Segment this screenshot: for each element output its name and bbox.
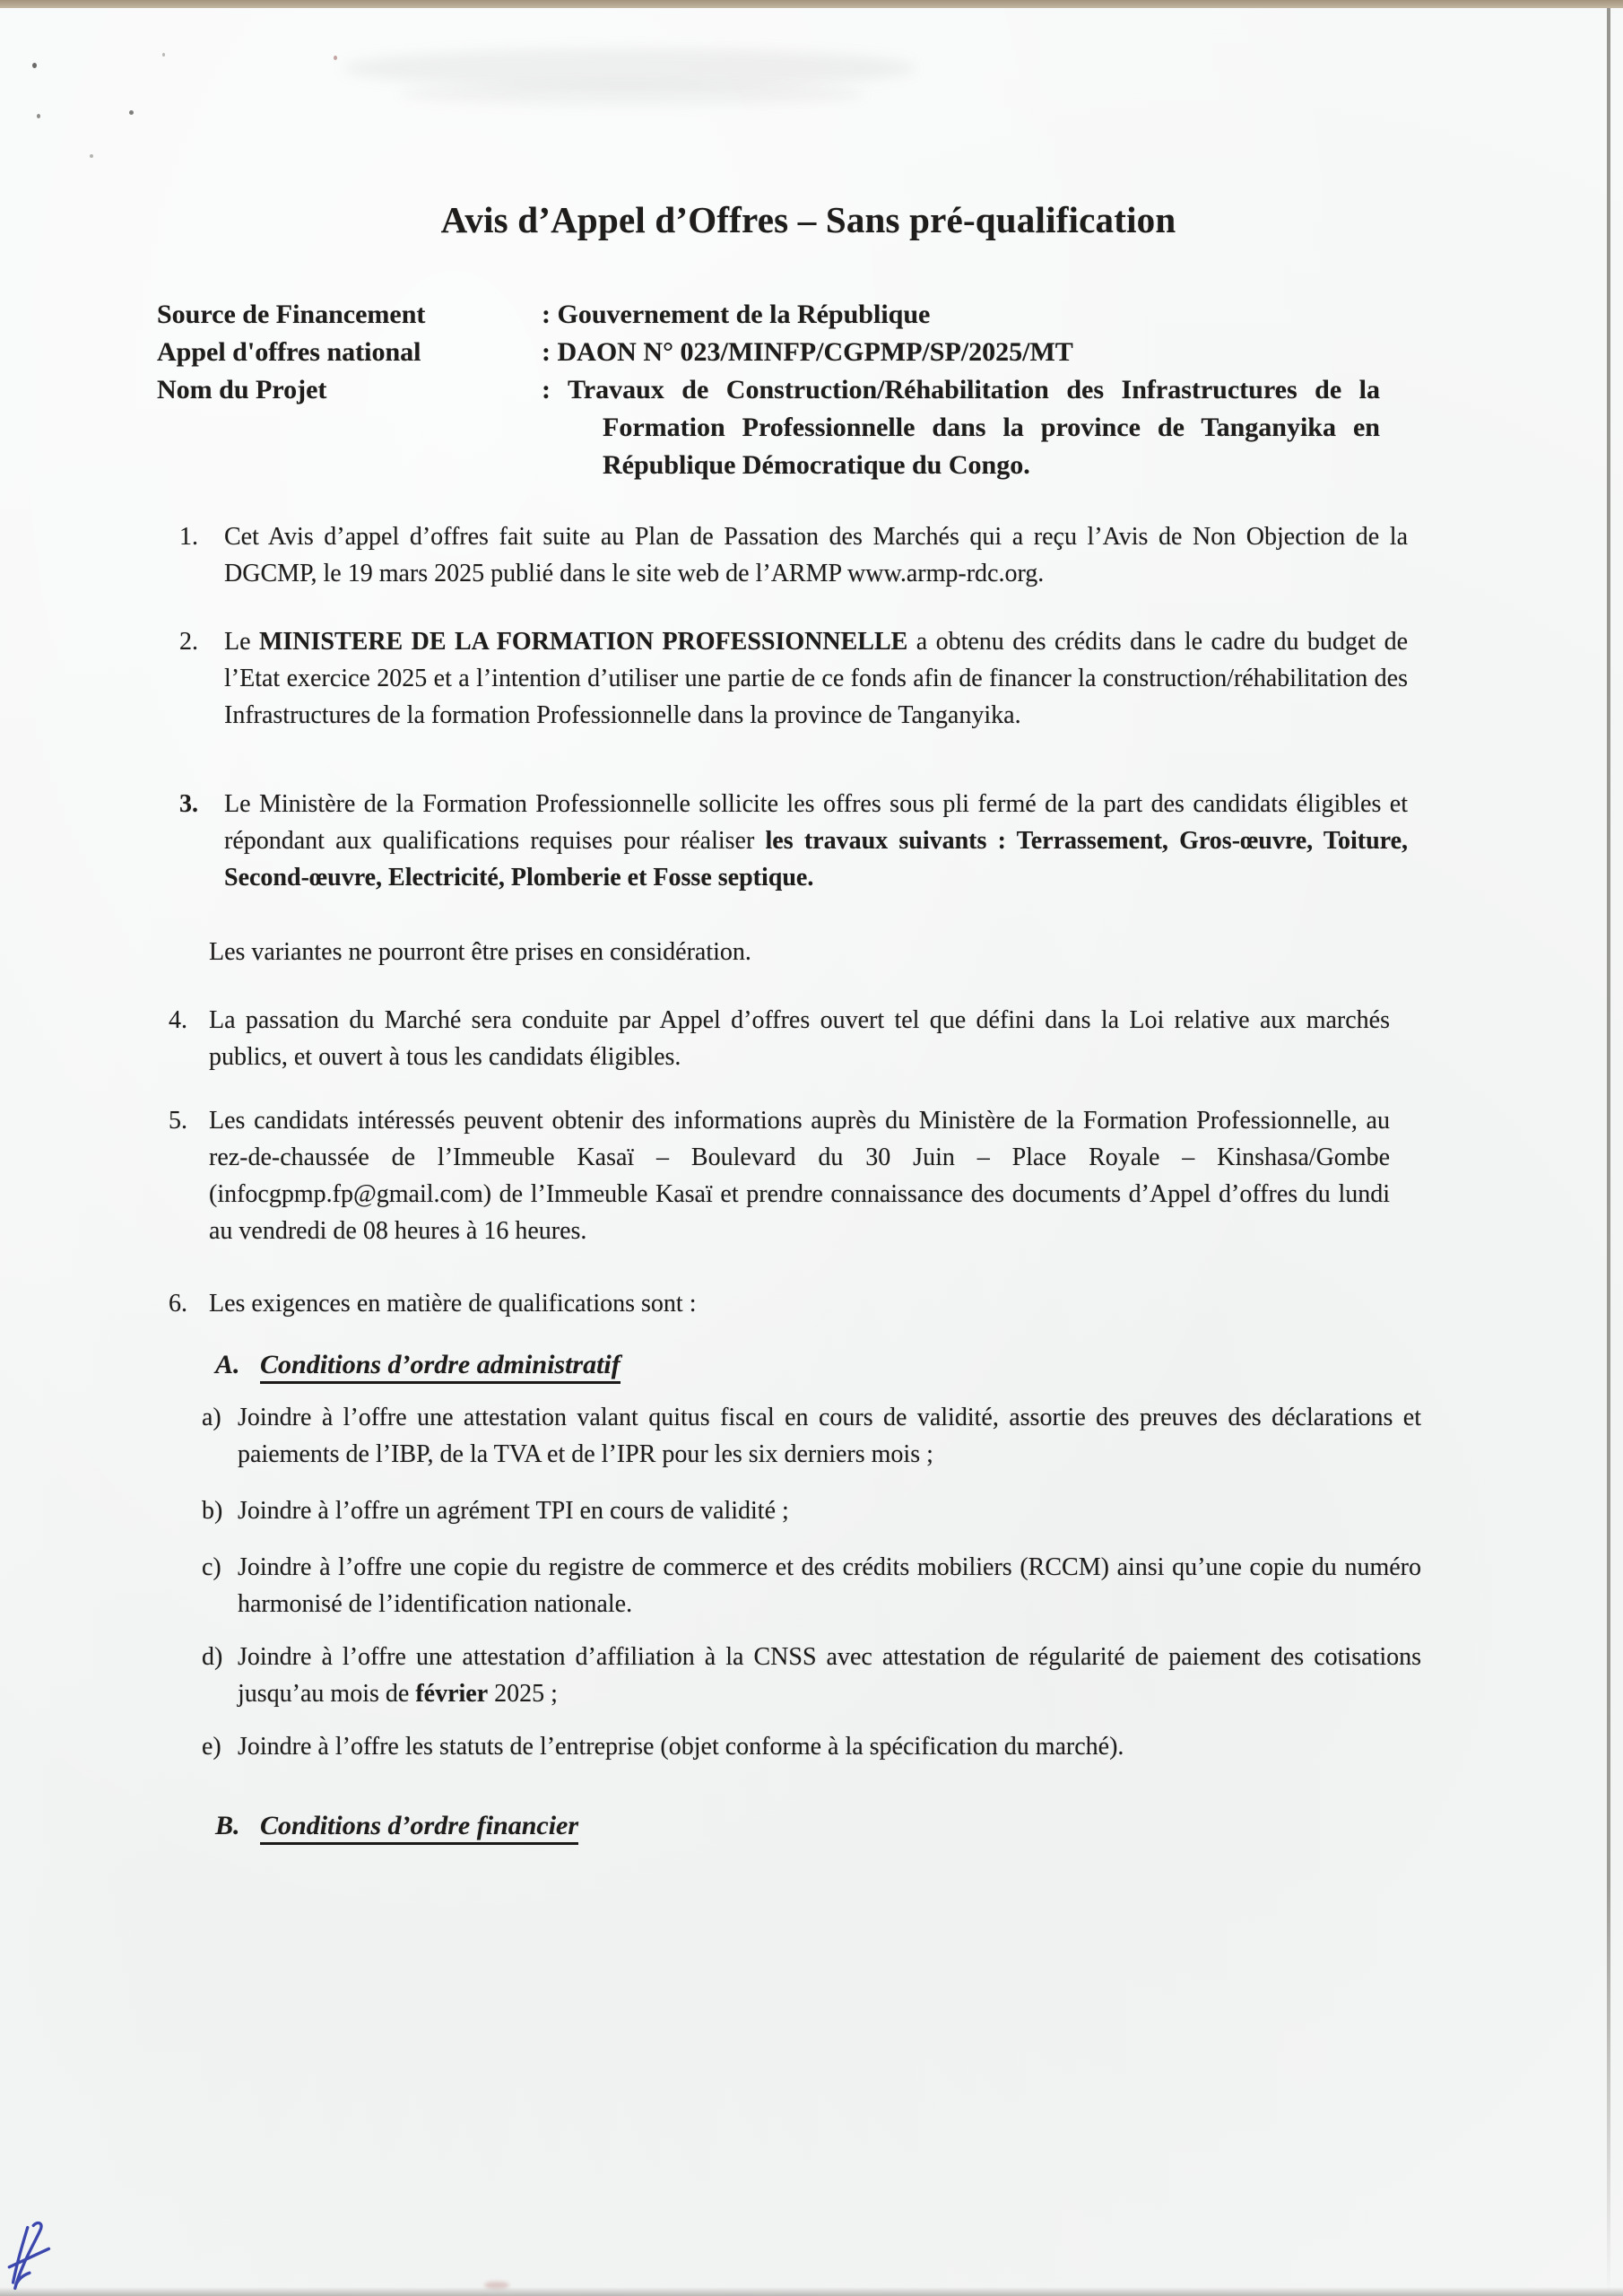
item-text: Joindre à l’offre un agrément TPI en cours de validité ; xyxy=(238,1497,789,1525)
paragraph-2 xyxy=(179,623,1408,734)
item-text: Joindre à l’offre une copie du registre de commerce et des crédits mobiliers (RCCM) ainsi qu’une copie du numéro harmonisé de l’identification nationale. xyxy=(238,1553,1421,1618)
header-row-tender-number xyxy=(157,334,1408,371)
paragraph-text: Le Ministère de la Formation Professionnelle sollicite les offres sous pli fermé de la part des candidats éligibles et répondant aux qualifications requises pour réaliser les travaux suivants : Terrassement, Gros-œuvre, Toiture, Second-œuvre, Electricité, Plomberie et Fosse septique. xyxy=(224,790,1409,891)
item-marker: d) xyxy=(202,1643,223,1671)
paragraph-number: 6. xyxy=(169,1290,187,1318)
paragraph-text: Les exigences en matière de qualifications sont : xyxy=(209,1290,697,1318)
section-title: Conditions d’ordre administratif xyxy=(260,1350,621,1384)
signature-initials xyxy=(5,2221,56,2294)
scan-top-edge xyxy=(0,0,1623,8)
scan-speck xyxy=(162,53,165,57)
section-title: Conditions d’ordre financier xyxy=(260,1811,578,1845)
paragraph-3 xyxy=(179,786,1408,896)
paragraph-text: Le MINISTERE DE LA FORMATION PROFESSIONNELLE a obtenu des crédits dans le cadre du budget de l’Etat exercice 2025 et a l’intention d’utiliser une partie de ce fonds afin de financer la construction/réhabilitation des Infrastructures de la formation Professionnelle dans la province de Tanganyika. xyxy=(224,628,1409,729)
scan-speck xyxy=(334,56,337,60)
variants-note: Les variantes ne pourront être prises en considération. xyxy=(209,938,751,966)
field-value: : Travaux de Construction/Réhabilitation des Infrastructures de la Formation Professionnelle dans la province de Tanganyika en République Démocratique du Congo. xyxy=(542,375,1380,480)
scan-bottom-edge xyxy=(0,2287,1623,2296)
paragraph-6 xyxy=(169,1285,1390,1322)
header-block xyxy=(157,296,1408,484)
paragraph-number: 1. xyxy=(179,523,198,551)
item-marker: b) xyxy=(202,1497,223,1525)
section-letter: A. xyxy=(215,1350,240,1379)
bold-ministry-name: MINISTERE DE LA FORMATION PROFESSIONNELLE xyxy=(258,628,908,656)
paragraph-1 xyxy=(179,518,1408,592)
field-value: : Gouvernement de la République xyxy=(542,300,931,329)
paragraph-number: 4. xyxy=(169,1006,187,1034)
condition-item-d xyxy=(202,1639,1421,1712)
condition-item-a xyxy=(202,1399,1421,1473)
scan-bleed-through xyxy=(399,83,865,106)
item-text: Joindre à l’offre les statuts de l’entreprise (objet conforme à la spécification du marché). xyxy=(238,1733,1124,1761)
condition-item-b xyxy=(202,1492,1421,1529)
field-label: Appel d'offres national xyxy=(157,337,421,367)
paragraph-text: Les candidats intéressés peuvent obtenir des informations auprès du Ministère de la Formation Professionnelle, au rez-de-chaussée de l’Immeuble Kasaï – Boulevard du 30 Juin – Place Royale – Kinshasa/Gombe (infocgpmp.fp@gmail.com) de l’Immeuble Kasaï et prendre connaissance des documents d’Appel d’offres du lundi au vendredi de 08 heures à 16 heures. xyxy=(209,1107,1390,1245)
field-label: Nom du Projet xyxy=(157,375,327,404)
item-marker: e) xyxy=(202,1733,221,1761)
section-letter: B. xyxy=(215,1811,240,1840)
item-text: Joindre à l’offre une attestation d’affiliation à la CNSS avec attestation de régularité de paiement des cotisations jusqu’au mois de février 2025 ; xyxy=(238,1643,1421,1708)
header-row-financing xyxy=(157,296,1408,334)
pen-paraph-icon xyxy=(5,2221,56,2294)
scan-speck xyxy=(90,154,93,158)
header-row-project-name xyxy=(157,371,1408,484)
item-marker: a) xyxy=(202,1404,221,1431)
item-text: Joindre à l’offre une attestation valant quitus fiscal en cours de validité, assortie des preuves des déclarations et paiements de l’IBP, de la TVA et de l’IPR pour les six derniers mois ; xyxy=(238,1404,1421,1468)
scan-speck xyxy=(129,110,134,115)
field-value: : DAON N° 023/MINFP/CGPMP/SP/2025/MT xyxy=(542,337,1073,367)
section-b-heading xyxy=(215,1806,1408,1845)
paragraph-5 xyxy=(169,1102,1390,1249)
paragraph-text: La passation du Marché sera conduite par Appel d’offres ouvert tel que défini dans la Loi relative aux marchés publics, et ouvert à tous les candidats éligibles. xyxy=(209,1006,1390,1071)
item-marker: c) xyxy=(202,1553,221,1581)
document-title: Avis d’Appel d’Offres – Sans pré-qualification xyxy=(440,199,1176,240)
condition-item-e xyxy=(202,1728,1421,1765)
section-a-heading xyxy=(215,1345,1408,1384)
numbered-paragraphs xyxy=(157,518,1421,1845)
bold-month: février xyxy=(415,1680,489,1708)
field-label: Source de Financement xyxy=(157,300,426,329)
paragraph-number: 2. xyxy=(179,628,198,656)
scan-speck xyxy=(37,114,40,118)
scan-speck xyxy=(32,63,37,68)
paragraph-text: Cet Avis d’appel d’offres fait suite au Plan de Passation des Marchés qui a reçu l’Avis de Non Objection de la DGCMP, le 19 mars 2025 publié dans le site web de l’ARMP www.armp-rdc.org. xyxy=(224,523,1408,587)
bold-works-list: les travaux suivants : Terrassement, Gros-œuvre, Toiture, Second-œuvre, Electricité, Plomberie et Fosse septique. xyxy=(224,827,1409,891)
document-content xyxy=(0,197,1623,1845)
paragraph-number: 5. xyxy=(169,1107,187,1135)
paragraph-4 xyxy=(169,1002,1390,1075)
condition-item-c xyxy=(202,1549,1421,1622)
paragraph-number: 3. xyxy=(179,790,198,818)
